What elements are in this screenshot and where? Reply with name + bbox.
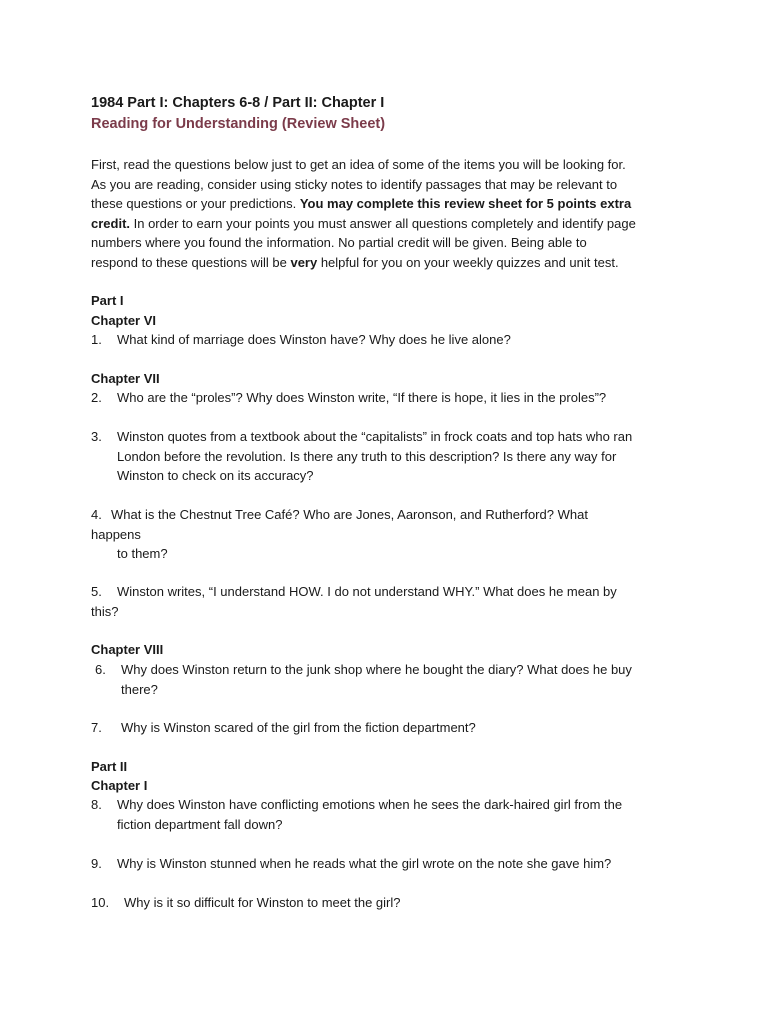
intro-line-3: these questions or your predictions. You may complete this review sheet for 5 points extra <box>91 196 632 211</box>
chapter-1-heading: Chapter I <box>91 778 148 793</box>
intro-line-1: First, read the questions below just to get an idea of some of the items you will be looking for. <box>91 157 626 172</box>
very-bold: very <box>290 254 318 270</box>
chapter-7-heading: Chapter VII <box>91 371 160 386</box>
intro-line-6: respond to these questions will be very helpful for you on your weekly quizzes and unit test. <box>91 254 619 270</box>
part-2-heading: Part II <box>91 759 128 774</box>
chapter-6-heading: Chapter VI <box>91 313 157 328</box>
intro-line-4: credit. In order to earn your points you must answer all questions completely and identify page <box>91 215 636 231</box>
chapter-8-heading: Chapter VIII <box>91 642 164 657</box>
page-subtitle: Reading for Understanding (Review Sheet) <box>91 116 386 132</box>
credit-bold: credit. <box>91 215 131 231</box>
part-1-heading: Part I <box>91 293 124 308</box>
intro-line-2: As you are reading, consider using sticky notes to identify passages that may be relevant to <box>91 176 618 192</box>
extra-credit-bold: You may complete this review sheet for 5 points extra <box>299 196 632 211</box>
document-page: 1984 Part I: Chapters 6-8 / Part II: Chapter I Reading for Understanding (Review Sheet) First, read the questions below just to get an idea of some of the items you will be looking for. As you are reading, consider using sticky notes to identify passages that may be relevant to these questions or your predictions. You may complete this review sheet for 5 points extra credit. In order to earn your points you must answer all questions completely and identify page numbers where you found the information. No partial credit will be given. Being able to respond to these questions will be very helpful for you on your weekly quizzes and unit test. Part I Chapter VI 1. What kind of marriage does Winston have? Why does he live alone? Chapter VII 2. Who are the “proles”? Why does Winston write, “If there is hope, it lies in the proles”? 3. Winston quotes from a textbook about the “capitalists” in frock coats and top hats who ran London before the revolution. Is there any truth to this description? Is there any way for Winston to check on its accuracy? 4. What is the Chestnut Tree Café? Who are Jones, Aaronson, and Rutherford? What happens to them? 5. Winston writes, “I understand HOW. I do not understand WHY.” What does he mean by this? Chapter VIII 6. Why does Winston return to the junk shop where he bought the diary? What does he buy there? 7. Why is Winston scared of the girl from the fiction department? Part II Chapter I 8. Why does Winston have conflicting emotions when he sees the dark-haired girl from the fiction department fall down? 9. Why is Winston stunned when he reads what the girl wrote on the note she gave him? 10. Why is it so difficult for Winston to meet the girl? <box>0 0 768 1024</box>
intro-paragraph <box>91 155 681 272</box>
page-title: 1984 Part I: Chapters 6-8 / Part II: Chapter I <box>91 95 385 111</box>
intro-line-5: numbers where you found the information. No partial credit will be given. Being able to <box>91 235 587 250</box>
